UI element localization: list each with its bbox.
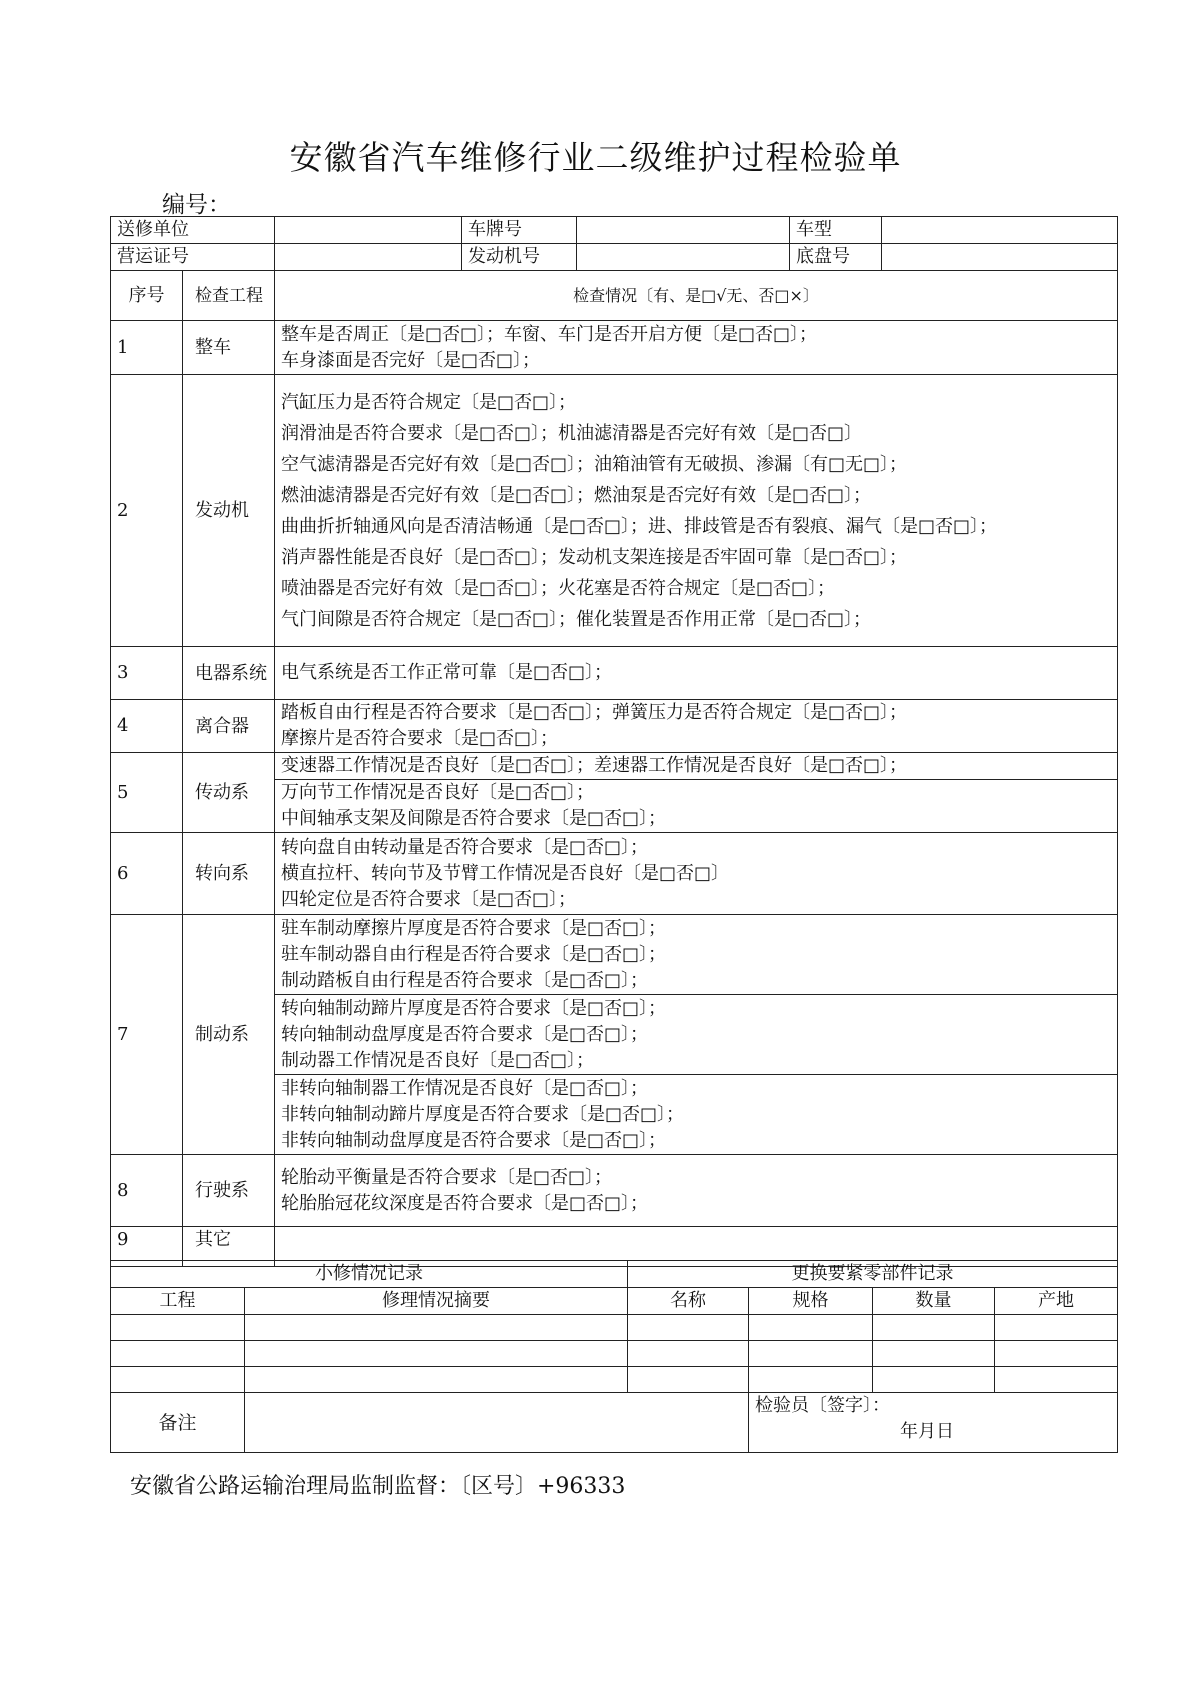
row-item: 发动机 — [183, 375, 275, 647]
table-row — [111, 1341, 1118, 1367]
seq-header: 序号 — [111, 271, 183, 321]
table-row — [111, 1155, 1118, 1227]
row-status[interactable] — [275, 1155, 1118, 1227]
check-line: 消声器性能是否良好〔是□否□〕；发动机支架连接是否牢固可靠〔是□否□〕； — [281, 546, 908, 568]
blank-cell[interactable] — [749, 1315, 873, 1341]
plate-no-field[interactable] — [577, 217, 790, 244]
row-seq: 9 — [111, 1227, 183, 1267]
row-status[interactable] — [275, 833, 1118, 915]
row-seq: 6 — [111, 833, 183, 915]
row-status[interactable] — [275, 780, 1118, 833]
inspection-table — [110, 216, 1118, 1267]
blank-cell[interactable] — [749, 1341, 873, 1367]
check-line: 中间轴承支架及间隙是否符合要求〔是□否□〕； — [281, 808, 667, 829]
col-summary-header: 修理情况摘要 — [245, 1288, 628, 1315]
footer-note: 安徽省公路运输治理局监制监督：〔区号〕+96333 — [130, 1474, 626, 1499]
blank-cell[interactable] — [995, 1367, 1118, 1393]
send-unit-field[interactable] — [275, 217, 462, 244]
blank-cell[interactable] — [245, 1341, 628, 1367]
blank-cell[interactable] — [995, 1341, 1118, 1367]
plate-no-label: 车牌号 — [462, 217, 577, 244]
blank-cell[interactable] — [111, 1367, 245, 1393]
table-row — [111, 700, 1118, 753]
check-line: 轮胎胎冠花纹深度是否符合要求〔是□否□〕； — [281, 1192, 649, 1214]
check-line: 转向盘自由转动量是否符合要求〔是□否□〕； — [281, 836, 649, 858]
col-name-header: 名称 — [628, 1288, 749, 1315]
blank-cell[interactable] — [111, 1341, 245, 1367]
row-item: 行驶系 — [183, 1155, 275, 1227]
car-type-field[interactable] — [882, 217, 1118, 244]
engine-no-field[interactable] — [577, 244, 790, 271]
row-status[interactable] — [275, 321, 1118, 375]
blank-cell[interactable] — [245, 1315, 628, 1341]
car-type-label: 车型 — [790, 217, 882, 244]
remarks-field[interactable] — [245, 1393, 749, 1453]
table-row — [111, 375, 1118, 647]
check-line: 车身漆面是否完好〔是□否□〕； — [281, 349, 541, 371]
remarks-label: 备注 — [111, 1393, 245, 1453]
check-line: 转向轴制动盘厚度是否符合要求〔是□否□〕； — [281, 1023, 649, 1045]
check-line: 踏板自由行程是否符合要求〔是□否□〕；弹簧压力是否符合规定〔是□否□〕； — [281, 702, 908, 723]
blank-cell[interactable] — [749, 1367, 873, 1393]
check-line: 非转向轴制器工作情况是否良好〔是□否□〕； — [281, 1077, 649, 1099]
minor-repair-title: 小修情况记录 — [111, 1261, 628, 1288]
row-seq: 1 — [111, 321, 183, 375]
check-line: 驻车制动器自由行程是否符合要求〔是□否□〕； — [281, 943, 667, 965]
serial-number-label: 编号： — [162, 192, 231, 218]
license-no-field[interactable] — [275, 244, 462, 271]
check-line: 燃油滤清器是否完好有效〔是□否□〕；燃油泵是否完好有效〔是□否□〕； — [281, 484, 872, 506]
date-label: 年月日 — [900, 1421, 954, 1442]
row-status[interactable] — [275, 1075, 1118, 1155]
table-row — [111, 1315, 1118, 1341]
check-line: 转向轴制动蹄片厚度是否符合要求〔是□否□〕； — [281, 997, 667, 1019]
row-item: 离合器 — [183, 700, 275, 753]
row-seq: 3 — [111, 647, 183, 700]
row-status[interactable] — [275, 647, 1118, 700]
chassis-no-label: 底盘号 — [790, 244, 882, 271]
blank-cell[interactable] — [873, 1341, 995, 1367]
check-line: 万向节工作情况是否良好〔是□否□〕； — [281, 782, 595, 803]
row-item: 电器系统 — [183, 647, 275, 700]
parts-record-title: 更换要紧零部件记录 — [628, 1261, 1118, 1288]
blank-cell[interactable] — [995, 1315, 1118, 1341]
check-line: 汽缸压力是否符合规定〔是□否□〕； — [281, 391, 577, 413]
check-line: 轮胎动平衡量是否符合要求〔是□否□〕； — [281, 1166, 613, 1188]
blank-cell[interactable] — [873, 1315, 995, 1341]
check-line: 制动踏板自由行程是否符合要求〔是□否□〕； — [281, 969, 649, 991]
check-line: 曲曲折折轴通风向是否清洁畅通〔是□否□〕；进、排歧管是否有裂痕、漏气〔是□否□〕； — [281, 515, 998, 537]
table-row — [111, 833, 1118, 915]
row-seq: 2 — [111, 375, 183, 647]
row-status[interactable] — [275, 915, 1118, 995]
row-seq: 8 — [111, 1155, 183, 1227]
check-line: 空气滤清器是否完好有效〔是□否□〕；油箱油管有无破损、渗漏〔有□无□〕； — [281, 453, 908, 475]
table-row — [111, 915, 1118, 995]
row-status[interactable] — [275, 753, 1118, 780]
check-line: 非转向轴制动盘厚度是否符合要求〔是□否□〕； — [281, 1129, 667, 1151]
check-line: 整车是否周正〔是□否□〕；车窗、车门是否开启方便〔是□否□〕； — [281, 323, 818, 345]
engine-no-label: 发动机号 — [462, 244, 577, 271]
blank-cell[interactable] — [628, 1367, 749, 1393]
blank-cell[interactable] — [245, 1367, 628, 1393]
blank-cell[interactable] — [628, 1315, 749, 1341]
check-line: 摩擦片是否符合要求〔是□否□〕； — [281, 728, 559, 749]
row-seq: 4 — [111, 700, 183, 753]
check-line: 制动器工作情况是否良好〔是□否□〕； — [281, 1049, 595, 1071]
check-line: 驻车制动摩擦片厚度是否符合要求〔是□否□〕； — [281, 917, 667, 939]
row-item: 其它 — [183, 1227, 275, 1267]
row-item: 整车 — [183, 321, 275, 375]
row-status[interactable] — [275, 375, 1118, 647]
item-header: 检查工程 — [183, 271, 275, 321]
chassis-no-field[interactable] — [882, 244, 1118, 271]
inspector-signature-area[interactable] — [749, 1393, 1118, 1453]
row-item: 传动系 — [183, 753, 275, 833]
check-line: 变速器工作情况是否良好〔是□否□〕；差速器工作情况是否良好〔是□否□〕； — [281, 755, 908, 776]
row-item: 制动系 — [183, 915, 275, 1155]
check-line: 横直拉杆、转向节及节臂工作情况是否良好〔是□否□〕 — [281, 862, 730, 884]
table-row — [111, 1367, 1118, 1393]
check-line: 喷油器是否完好有效〔是□否□〕；火花塞是否符合规定〔是□否□〕； — [281, 577, 836, 599]
check-line: 气门间隙是否符合规定〔是□否□〕；催化装置是否作用正常〔是□否□〕； — [281, 608, 872, 630]
table-row — [111, 647, 1118, 700]
col-spec-header: 规格 — [749, 1288, 873, 1315]
blank-cell[interactable] — [111, 1315, 245, 1341]
col-item-header: 工程 — [111, 1288, 245, 1315]
inspector-label: 检验员〔签字〕： — [755, 1395, 890, 1416]
send-unit-label: 送修单位 — [111, 217, 275, 244]
row-status[interactable] — [275, 995, 1118, 1075]
blank-cell[interactable] — [873, 1367, 995, 1393]
check-line: 电气系统是否工作正常可靠〔是□否□〕； — [281, 662, 613, 683]
blank-cell[interactable] — [628, 1341, 749, 1367]
col-qty-header: 数量 — [873, 1288, 995, 1315]
col-origin-header: 产地 — [995, 1288, 1118, 1315]
row-seq: 5 — [111, 753, 183, 833]
check-line: 润滑油是否符合要求〔是□否□〕；机油滤清器是否完好有效〔是□否□〕 — [281, 422, 863, 444]
license-no-label: 营运证号 — [111, 244, 275, 271]
repair-record-table — [110, 1260, 1118, 1453]
row-item: 转向系 — [183, 833, 275, 915]
row-seq: 7 — [111, 915, 183, 1155]
table-row — [111, 321, 1118, 375]
status-header: 检查情况〔有、是□√无、否□×〕 — [275, 271, 1118, 321]
check-line: 四轮定位是否符合要求〔是□否□〕； — [281, 888, 577, 910]
table-row — [111, 753, 1118, 780]
check-line: 非转向轴制动蹄片厚度是否符合要求〔是□否□〕； — [281, 1103, 685, 1125]
row-status[interactable] — [275, 700, 1118, 753]
page-title: 安徽省汽车维修行业二级维护过程检验单 — [289, 138, 902, 177]
